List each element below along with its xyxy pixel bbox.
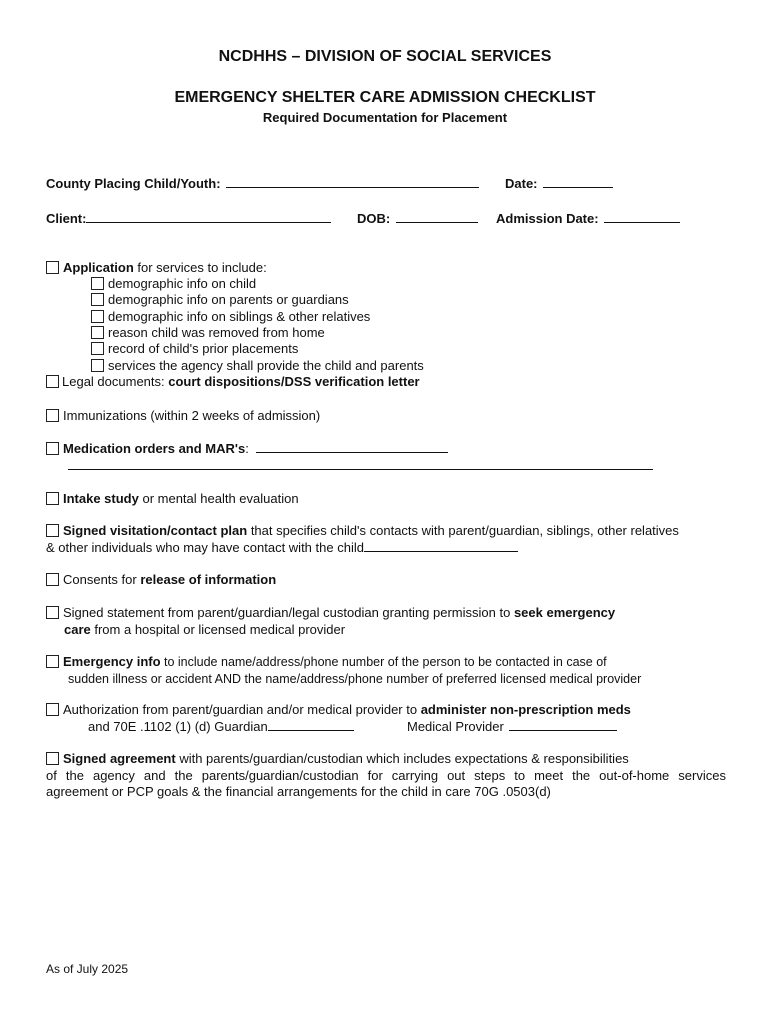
visitation-text: that specifies child's contacts with parent/guardian, siblings, other relatives: [247, 523, 679, 538]
checkbox-authorization[interactable]: [46, 703, 59, 716]
medication-input-line[interactable]: [256, 441, 448, 453]
date-label: Date:: [505, 176, 538, 191]
application-text: for services to include:: [133, 260, 267, 275]
admission-date-input-line[interactable]: [604, 210, 680, 223]
client-label: Client:: [46, 211, 87, 226]
authorization-guardian-text: and 70E .1102 (1) (d) Guardian: [88, 719, 268, 734]
authorization-provider-text: Medical Provider: [407, 719, 504, 734]
sub-item-label: demographic info on child: [108, 276, 257, 291]
signed-agreement-line-2: of the agency and the parents/guardian/custodian for carrying out steps to meet the out-of-home services: [46, 768, 726, 783]
sub-item-label: demographic info on siblings & other relatives: [108, 309, 371, 324]
consents-text: Consents for: [63, 572, 141, 587]
authorization-text: Authorization from parent/guardian and/or medical provider to: [63, 702, 421, 717]
checkbox-sub-5[interactable]: [91, 342, 104, 355]
dob-input-line[interactable]: [396, 210, 478, 223]
sub-item: [91, 358, 424, 374]
authorization-line-2: [88, 719, 354, 735]
authorization-bold: administer non-prescription meds: [420, 702, 631, 717]
checkbox-sub-3[interactable]: [91, 310, 104, 323]
item-signed-agreement: [46, 751, 629, 767]
checkbox-legal-documents[interactable]: [46, 375, 59, 388]
medication-bold: Medication orders and MAR's: [63, 441, 246, 456]
visitation-input-line[interactable]: [364, 540, 518, 552]
legal-bold: court dispositions/DSS verification letter: [168, 374, 420, 389]
sub-item-label: reason child was removed from home: [108, 325, 325, 340]
signed-statement-text-2: from a hospital or licensed medical provider: [90, 622, 346, 637]
sub-item-label: demographic info on parents or guardians: [108, 292, 349, 307]
admission-date-field: [496, 210, 680, 226]
sub-item: [91, 309, 370, 325]
item-emergency-info: [46, 654, 607, 670]
signed-agreement-bold: Signed agreement: [63, 751, 176, 766]
signed-statement-bold-2: care: [64, 622, 91, 637]
signed-agreement-line-3: agreement or PCP goals & the financial arrangements for the child in care 70G .0503(d): [46, 784, 551, 799]
signed-statement-bold: seek emergency: [513, 605, 616, 620]
medication-input-line-2[interactable]: [68, 458, 653, 470]
guardian-input-line[interactable]: [268, 719, 354, 731]
sub-item: [91, 292, 349, 308]
sub-item-label: record of child's prior placements: [108, 341, 299, 356]
legal-text: Legal documents:: [62, 374, 169, 389]
medication-colon: :: [245, 441, 249, 456]
consents-bold: release of information: [140, 572, 277, 587]
checkbox-signed-agreement[interactable]: [46, 752, 59, 765]
checkbox-sub-6[interactable]: [91, 359, 104, 372]
client-field: [46, 210, 331, 226]
item-authorization: [46, 702, 631, 718]
checkbox-medication[interactable]: [46, 442, 59, 455]
signed-agreement-text: with parents/guardian/custodian which includes expectations & responsibilities: [175, 751, 629, 766]
sub-item: [91, 325, 325, 341]
dob-label: DOB:: [357, 211, 391, 226]
authorization-provider: [407, 719, 617, 735]
sub-item: [91, 341, 298, 357]
sub-item-label: services the agency shall provide the child and parents: [108, 358, 424, 373]
visitation-text-2: & other individuals who may have contact with the child: [46, 540, 364, 555]
signed-statement-line-2: [64, 622, 345, 638]
medical-provider-input-line[interactable]: [509, 719, 617, 731]
intake-bold: Intake study: [63, 491, 139, 506]
admission-date-label: Admission Date:: [496, 211, 599, 226]
date-input-line[interactable]: [543, 175, 613, 188]
item-visitation-plan: [46, 523, 679, 539]
visitation-bold: Signed visitation/contact plan: [63, 523, 248, 538]
item-application: [46, 260, 267, 276]
item-immunizations: [46, 408, 320, 424]
checkbox-immunizations[interactable]: [46, 409, 59, 422]
item-consents: [46, 572, 276, 588]
item-signed-statement: [46, 605, 615, 621]
intake-text: or mental health evaluation: [138, 491, 299, 506]
emergency-info-text-2: sudden illness or accident AND the name/address/phone number of preferred licensed medical provider: [68, 672, 642, 686]
form-subtitle: Required Documentation for Placement: [262, 110, 508, 125]
dob-field: [357, 210, 478, 226]
signed-statement-text: Signed statement from parent/guardian/legal custodian granting permission to: [63, 605, 514, 620]
checkbox-emergency-info[interactable]: [46, 655, 59, 668]
sub-item: [91, 276, 256, 292]
emergency-info-bold: Emergency info: [63, 654, 161, 669]
date-field: [505, 175, 613, 191]
client-input-line[interactable]: [86, 210, 331, 223]
emergency-info-text: to include name/address/phone number of the person to be contacted in case of: [160, 655, 607, 669]
org-heading: NCDHHS – DIVISION OF SOCIAL SERVICES: [218, 48, 552, 65]
item-medication: [46, 441, 448, 457]
county-field: [46, 175, 479, 191]
checkbox-application[interactable]: [46, 261, 59, 274]
item-intake-study: [46, 491, 299, 507]
checkbox-sub-1[interactable]: [91, 277, 104, 290]
county-label: County Placing Child/Youth:: [46, 176, 221, 191]
checkbox-consents[interactable]: [46, 573, 59, 586]
county-input-line[interactable]: [226, 175, 479, 188]
footer-date: As of July 2025: [46, 962, 129, 976]
checkbox-visitation-plan[interactable]: [46, 524, 59, 537]
emergency-info-line-2: [68, 671, 641, 687]
form-title: EMERGENCY SHELTER CARE ADMISSION CHECKLIST: [174, 89, 596, 106]
immunizations-text: Immunizations (within 2 weeks of admission): [63, 408, 321, 423]
visitation-line-2: [46, 540, 518, 556]
checkbox-signed-statement[interactable]: [46, 606, 59, 619]
application-bold: Application: [63, 260, 134, 275]
checkbox-intake-study[interactable]: [46, 492, 59, 505]
checkbox-sub-4[interactable]: [91, 326, 104, 339]
item-legal-documents: [46, 374, 420, 390]
checkbox-sub-2[interactable]: [91, 293, 104, 306]
